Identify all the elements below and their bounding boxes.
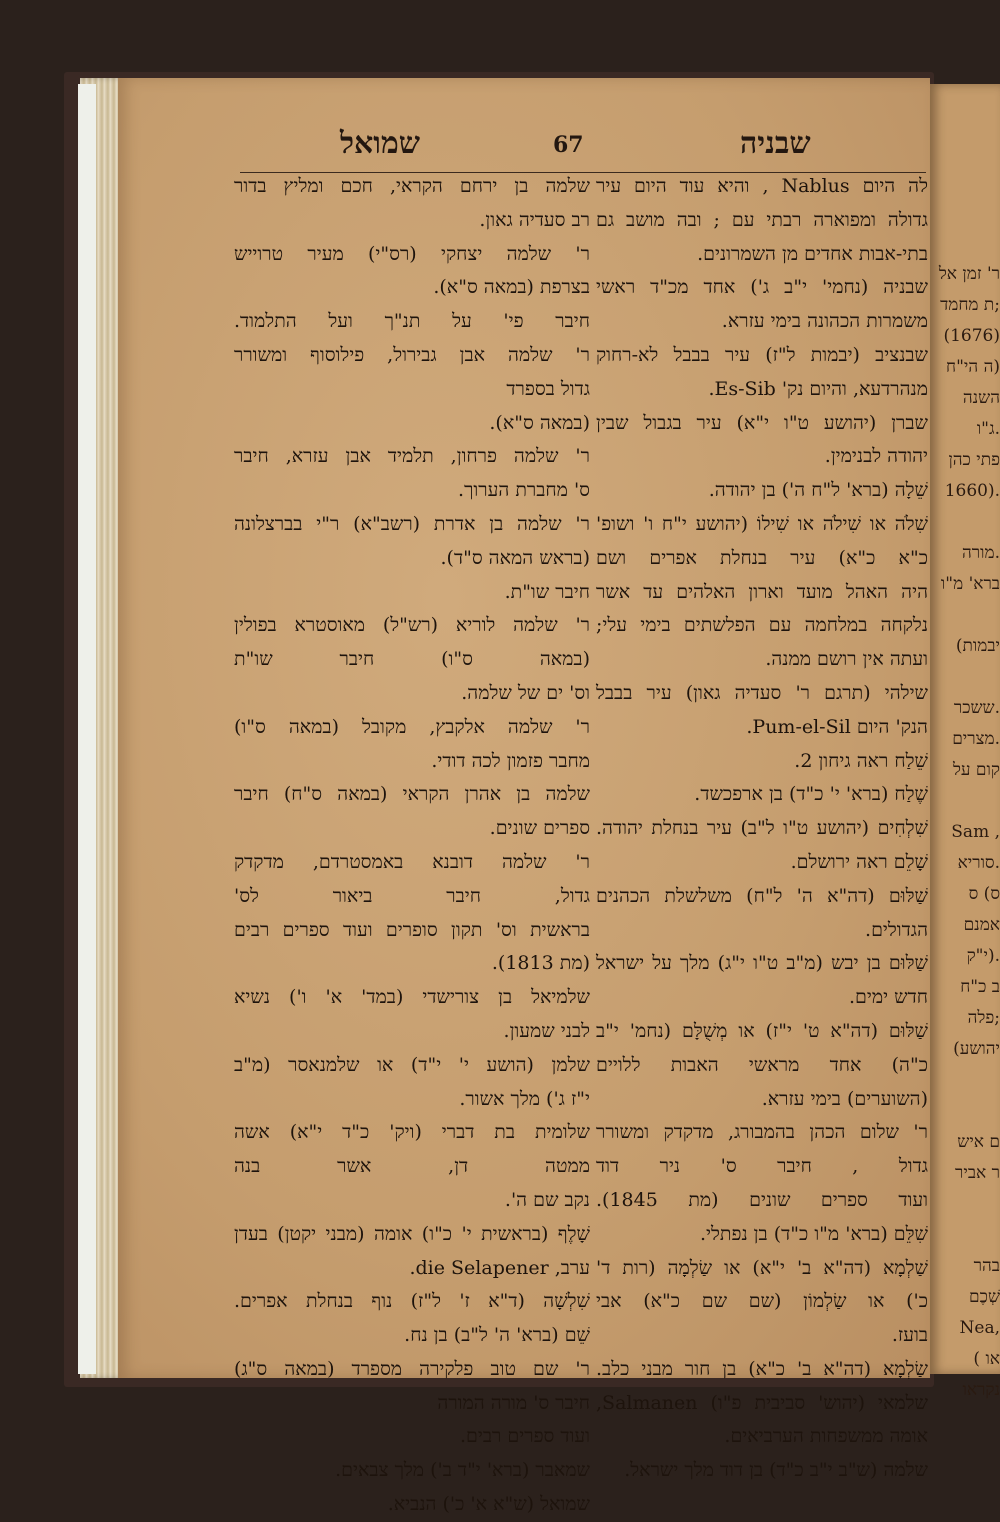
text-line: ועתה אין רושם ממנה. [765, 648, 928, 671]
text-line: שִׁלֵּם (ברא' מ"ו כ"ד) בן נפתלי. [700, 1222, 928, 1245]
text-line: כ"א כ"א) עיר בנחלת אפרים ושם [596, 546, 928, 569]
text-line: ר' שלמה בן אדרת (רשב"א) ר"י בברצלונה [234, 512, 590, 535]
running-header [118, 126, 930, 166]
page-number: 67 [553, 132, 584, 158]
text-line: ממטה דן, אשר בנה [234, 1155, 590, 1178]
text-line: ר' שלמה יצחקי (רס"י) מעיר טרוייש [234, 242, 590, 265]
text-line: שלמה בן אהרן הקראי (במאה ס"ח) חיבר [234, 783, 590, 806]
adjacent-text-fragment: פתי כהן [948, 450, 1000, 470]
header-right-word: שבניה [740, 126, 811, 161]
text-line: שַׂלְמָא (דה"א ב' כ"א) בן חור מבני כלב. [596, 1357, 928, 1380]
adjacent-text-fragment: ר' זמן אל [938, 264, 1000, 284]
text-line: גדול בספרד [506, 377, 590, 400]
text-line: שַׁלְמָא (דה"א ב' י"א) או שַׂלְמָה (רות ד' [596, 1256, 928, 1279]
text-line: ר' שלמה פרחון, תלמיד אבן עזרא, חיבר [234, 445, 590, 468]
text-line: שבניה (נחמי' י"ב ג') אחד מכ"ד ראשי [596, 276, 928, 299]
text-line: משמרות הכהונה בימי עזרא. [721, 310, 928, 333]
text-line: ועוד ספרים שונים (מת 1845). [596, 1188, 928, 1211]
text-line: שִׁלְחִים (יהושע ט"ו ל"ב) עיר בנחלת יהודה. [596, 817, 928, 840]
text-line: שֶׁלַח (ברא' י' כ"ד) בן ארפכשד. [694, 783, 928, 806]
text-line: שלומית בת דברי (ויק' כ"ד י"א) אשה [234, 1121, 590, 1144]
text-line: (במאה ס"א). [489, 411, 590, 434]
text-line: מנהרדעא, והיום נק' Es-Sib. [708, 377, 928, 400]
text-line: שברן (יהושע ט"ו י"א) עיר בגבול שבין [596, 411, 928, 434]
text-line: מחבר פזמון לכה דודי. [431, 749, 590, 772]
page-white-strip [78, 84, 96, 1374]
text-line: אומה ממשפחות הערביאים. [724, 1425, 928, 1448]
adjacent-text-fragment: ( או [973, 1349, 1000, 1369]
text-line: יהודה לבנימין. [824, 445, 928, 468]
text-line: שלמה (ש"ב י"ב כ"ד) בן דוד מלך ישראל. [624, 1459, 928, 1482]
text-line: ר' שלמה אלקבץ, מקובל (במאה ס"ו) [234, 715, 590, 738]
adjacent-text-fragment: שְׁכֶם [969, 1287, 1000, 1307]
text-line: רב סעדיה גאון. [479, 208, 590, 231]
adjacent-text-fragment: י"ק). [966, 946, 1000, 966]
text-line: ר' שלמה לוריא (רש"ל) מאוסטרא בפולין [234, 614, 590, 637]
text-line: ר' שלמה דובנא באמסטרדם, מדקדק [234, 850, 590, 873]
adjacent-text-fragment: ת מחמד; [940, 295, 1000, 315]
text-line: שלמאי (יהוש' סביבית פ"ו) Salmanen, [596, 1391, 928, 1414]
text-line: (במאה ס"ו) חיבר שו"ת [234, 648, 590, 671]
text-line: שָׁלֵם ראה ירושלם. [790, 850, 928, 873]
text-line: שִׁלֹה או שִׁילֹה או שִׁילוֹ (יהושע י"ח ו' ושופ' [596, 512, 928, 535]
adjacent-text-fragment: ברא' מ"ו [940, 574, 1000, 594]
text-line: חיבר ס' מורה המורה [437, 1391, 590, 1414]
text-line: כ') או שַׂלְמוֹן (שם שם כ"א) אבי [596, 1290, 928, 1313]
text-line: שֵׁלַח ראה גיחון 2. [794, 749, 928, 772]
text-line: שִׁלְשָׁה (ד"א ז' ל"ז) נוף בנחלת אפרים. [234, 1290, 590, 1313]
text-line: שָׁלֶף (בראשית י' כ"ו) אומה (מבני יקטן) בעדן [234, 1222, 590, 1245]
text-line: שַׁלּוּם בן יבש (מ"ב ט"ו י"ג) מלך על ישראל [596, 952, 928, 975]
text-line: שֵׁלָה (ברא' ל"ח ה') בן יהודה. [708, 479, 928, 502]
adjacent-text-fragment: מצרים. [952, 729, 1000, 749]
adjacent-text-fragment: (1676) [943, 326, 1000, 346]
text-line: לבני שמעון. [503, 1019, 590, 1042]
text-line: ר' שלמה אבן גבירול, פילוסוף ומשורר [234, 343, 590, 366]
text-line: ס' מחברת הערוך. [458, 479, 590, 502]
text-line: נקב שם ה'. [504, 1188, 590, 1211]
adjacent-text-fragment: השנה [962, 388, 1000, 408]
adjacent-text-fragment: ג"ו. [976, 419, 1000, 439]
text-line: חדש ימים. [849, 986, 928, 1009]
adjacent-text-fragment: אמנם [963, 915, 1000, 935]
text-line: שלמיאל בן צורישדי (במד' א' ו') נשיא [234, 986, 590, 1009]
adjacent-text-fragment: מורה. [962, 543, 1000, 563]
text-line: שילהי (תרגם ר' סעדיה גאון) עיר בבבל [596, 681, 928, 704]
text-line: ר' שלום הכהן בהמבורג, מדקדק ומשורר [596, 1121, 928, 1144]
adjacent-text-fragment: (יבמות [955, 636, 1000, 656]
text-line: וס' ים של שלמה. [461, 681, 590, 704]
text-line: גדולה ומפוארה רבתי עם ; ובה מושב גם [596, 208, 928, 231]
adjacent-text-fragment: ר אביר [955, 1163, 1000, 1183]
adjacent-text-fragment: נקראו [962, 1380, 1000, 1400]
text-line: כ"ה) אחד מראשי האבות ללויים [596, 1053, 928, 1076]
text-line: בצרפת (במאה ס"א). [433, 276, 590, 299]
text-line: (בראש המאה ס"ד). [440, 546, 590, 569]
text-line: (מת 1813). [491, 952, 590, 975]
left-column [234, 170, 590, 1522]
adjacent-text-fragment: פלה; [967, 1008, 1000, 1028]
text-line: שלמה בן ירחם הקראי, חכם ומליץ בדור [234, 175, 590, 197]
text-line: (השוערים) בימי עזרא. [761, 1087, 928, 1110]
text-line: הנק' היום Pum-el-Sil. [746, 715, 928, 738]
adjacent-text-fragment: ב כ"ח [960, 977, 1000, 997]
header-left-word: שמואל [340, 126, 420, 161]
text-line: ערב, die Selapener. [409, 1256, 590, 1279]
text-line: שבנציב (יבמות ל"ז) עיר בבבל לא-רחוק [596, 343, 928, 366]
text-line: נלקחה במלחמה עם הפלשתים בימי עלי; [596, 614, 928, 637]
adjacent-text-fragment: סוריא. [957, 853, 1000, 873]
adjacent-text-fragment: Sam , [951, 822, 1000, 842]
text-line: גדול , חיבר ס' ניר דוד [596, 1155, 928, 1178]
text-line: שמאבר (ברא' י"ד ב') מלך צבאים. [335, 1459, 590, 1482]
text-line: שמואל (ש"א א' כ') הנביא. [387, 1493, 590, 1516]
text-line: שלמן (הושע י' י"ד) או שלמנאסר (מ"ב [234, 1053, 590, 1076]
adjacent-text-fragment: ששכר. [953, 698, 1000, 718]
text-line: שַׁלּוּם (דה"א ט' י"ז) או מְשֻׁלָּם (נחמ' י"ב [596, 1019, 928, 1042]
text-line: שֵׁם (ברא' ה' ל"ב) בן נח. [404, 1324, 590, 1347]
adjacent-text-fragment: קום על [952, 760, 1000, 780]
adjacent-text-fragment: (יהושע [953, 1039, 1000, 1059]
adjacent-text-fragment: 1660). [944, 481, 1000, 501]
text-line: חיבר פי' על תנ"ך ועל התלמוד. [234, 310, 590, 333]
adjacent-text-fragment: ה הי"ח) [946, 357, 1000, 377]
text-line: ועוד ספרים רבים. [460, 1425, 590, 1448]
text-line: הגדולים. [865, 918, 928, 941]
text-line: גדול, חיבר ביאור לס' [234, 884, 590, 907]
text-line: בתי-אבות אחדים מן השמרונים. [697, 242, 928, 265]
text-line: ר' שם טוב פלקירה מספרד (במאה ס"ג) [234, 1357, 590, 1380]
right-column [596, 170, 928, 1488]
text-line: י"ז ג') מלך אשור. [459, 1087, 590, 1110]
book-page [118, 78, 930, 1516]
text-line: בועז. [891, 1324, 928, 1347]
adjacent-text-fragment: Nea, [959, 1318, 1000, 1338]
text-line: בראשית וס' תקון סופרים ועוד ספרים רבים [234, 918, 590, 941]
adjacent-page [930, 84, 1000, 1400]
adjacent-text-fragment: ס) ס [968, 884, 1000, 904]
adjacent-text-fragment: ם איש [957, 1132, 1000, 1152]
text-line: ספרים שונים. [489, 817, 590, 840]
text-line: לה היום Nablus , והיא עוד היום עיר [596, 175, 928, 197]
adjacent-text-fragment: בהר [973, 1256, 1000, 1276]
text-line: היה האהל מועד וארון האלהים עד אשר [596, 580, 928, 603]
text-line: חיבר שו"ת. [504, 580, 590, 603]
text-line: שַׁלּוּם (דה"א ה' ל"ח) משלשלת הכהנים [596, 884, 928, 907]
